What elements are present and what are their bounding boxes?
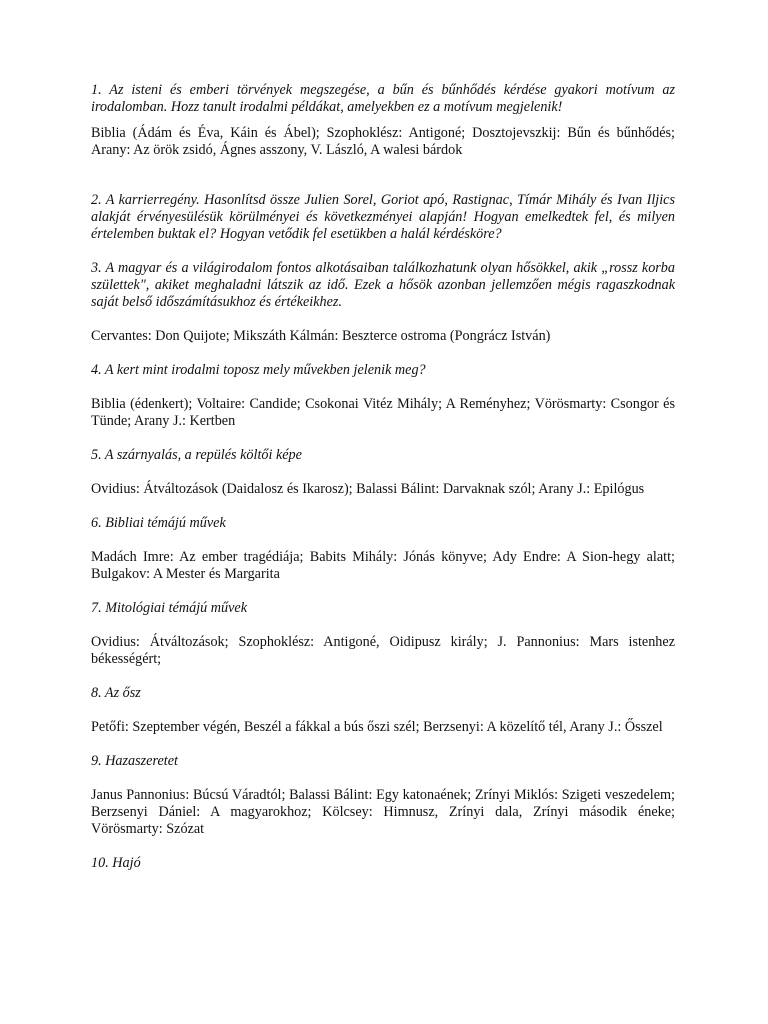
item-2 xyxy=(91,192,675,243)
question-9: 9. Hazaszeretet xyxy=(91,753,178,769)
item-5 xyxy=(91,447,675,498)
answer-6: Madách Imre: Az ember tragédiája; Babits Mihály: Jónás könyve; Ady Endre: A Sion-hegy alatt; Bulgakov: A Mester és Margarita xyxy=(91,549,675,582)
item-3 xyxy=(91,260,675,345)
item-6 xyxy=(91,515,675,583)
answer-9: Janus Pannonius: Búcsú Váradtól; Balassi Bálint: Egy katonaének; Zrínyi Miklós: Szigeti veszedelem; Berzsenyi Dániel: A magyarokhoz; Kölcsey: Himnusz, Zrínyi dala, Zrínyi második éneke; Vörösmarty: Szózat xyxy=(91,787,675,837)
answer-1: Biblia (Ádám és Éva, Káin és Ábel); Szophoklész: Antigoné; Dosztojevszkij: Bűn és bűnhődés; Arany: Az örök zsidó, Ágnes asszony, V. László, A walesi bárdok xyxy=(91,125,675,158)
question-10: 10. Hajó xyxy=(91,855,141,871)
item-4 xyxy=(91,362,675,430)
question-3: 3. A magyar és a világirodalom fontos alkotásaiban találkozhatunk olyan hősökkel, akik „rossz korba születtek", akiket meghaladni látszik az idő. Ezek a hősök azonban jellemzően mégis ragaszkodnak saját belső időszámításukhoz és értékeikhez. xyxy=(91,260,675,310)
question-1: 1. Az isteni és emberi törvények megszegése, a bűn és bűnhődés kérdése gyakori motívum az irodalomban. Hozz tanult irodalmi példákat, amelyekben ez a motívum megjelenik! xyxy=(91,82,675,115)
answer-5: Ovidius: Átváltozások (Daidalosz és Ikarosz); Balassi Bálint: Darvaknak szól; Arany J.: Epilógus xyxy=(91,481,645,497)
question-5: 5. A szárnyalás, a repülés költői képe xyxy=(91,447,302,463)
item-9 xyxy=(91,753,675,838)
answer-4: Biblia (édenkert); Voltaire: Candide; Csokonai Vitéz Mihály; A Reményhez; Vörösmarty: Csongor és Tünde; Arany J.: Kertben xyxy=(91,396,675,429)
item-10 xyxy=(91,855,675,872)
item-1 xyxy=(91,82,675,159)
item-7 xyxy=(91,600,675,668)
item-8 xyxy=(91,685,675,736)
question-7: 7. Mitológiai témájú művek xyxy=(91,600,248,616)
question-8: 8. Az ősz xyxy=(91,685,141,701)
answer-7: Ovidius: Átváltozások; Szophoklész: Antigoné, Oidipusz király; J. Pannonius: Mars istenhez békességért; xyxy=(91,634,675,667)
answer-8: Petőfi: Szeptember végén, Beszél a fákkal a bús őszi szél; Berzsenyi: A közelítő tél, Arany J.: Ősszel xyxy=(91,719,663,735)
question-6: 6. Bibliai témájú művek xyxy=(91,515,226,531)
question-2: 2. A karrierregény. Hasonlítsd össze Julien Sorel, Goriot apó, Rastignac, Tímár Mihály és Ivan Iljics alakját érvényesülésük körülményei és következményei alapján! Hogyan emelkedtek fel, és milyen értelemben buktak el? Hogyan vetődik fel esetükben a halál kérdésköre? xyxy=(91,192,675,242)
answer-3: Cervantes: Don Quijote; Mikszáth Kálmán: Beszterce ostroma (Pongrácz István) xyxy=(91,328,551,344)
question-4: 4. A kert mint irodalmi toposz mely művekben jelenik meg? xyxy=(91,362,426,378)
